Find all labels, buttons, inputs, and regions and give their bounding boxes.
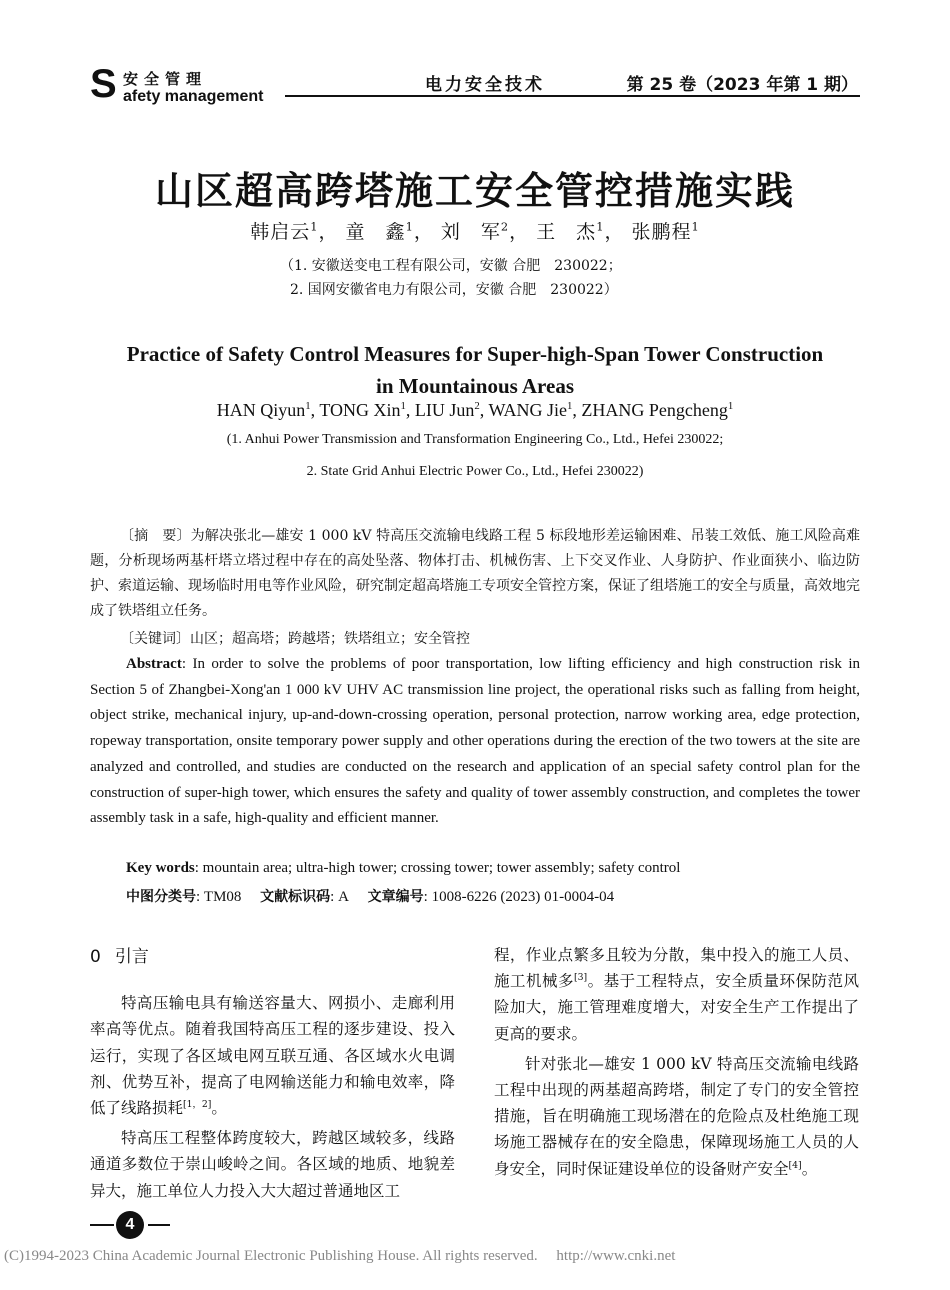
abstract-en <box>90 652 860 832</box>
paragraph-text: 特高压输电具有输送容量大、网损小、走廊利用率高等优点。随着我国特高压工程的逐步建设、投入运行，实现了各区域电网互联互通、各区域水火电调剂、优势互补，提高了电网输送能力和输电效率，降低了线路损耗 <box>90 994 455 1118</box>
abstract-cn <box>90 524 860 624</box>
citation[interactable]: [4] <box>788 1159 802 1171</box>
paragraph-tail: 。基于工程特点，安全质量环保防范风险加大，施工管理难度增大，对安全生产工作提出了更高的要求。 <box>494 972 859 1043</box>
authors-en: HAN Qiyun$^1$, TONG Xin$^1$, LIU Jun$^2$, WANG Jie$^1$, ZHANG Pengcheng$^1$ <box>216 400 734 420</box>
author-aff: 1 <box>305 400 311 412</box>
author-name: 张鹏程 <box>631 221 692 243</box>
page-number-rule-right <box>148 1224 170 1226</box>
article-title-cn: 山区超高跨塔施工安全管控措施实践 <box>154 169 795 213</box>
paragraph-tail: 。 <box>801 1159 818 1178</box>
page-number: 4 <box>116 1211 144 1239</box>
author-aff: 1 <box>596 219 605 234</box>
doc-code-label: 文献标识码 <box>260 889 331 905</box>
keywords-en <box>126 860 680 877</box>
paragraph <box>494 942 859 1047</box>
author-name: 王 杰 <box>536 221 597 243</box>
citation[interactable]: [3] <box>573 972 588 984</box>
section-number: 0 <box>90 947 101 967</box>
author-aff: 1 <box>727 400 734 412</box>
title-en-line-1: Practice of Safety Control Measures for Super-high-Span Tower Construction <box>126 342 824 366</box>
section-title: 引言 <box>114 947 149 967</box>
header-rule <box>285 95 860 97</box>
paragraph-text: 程，作业点繁多且较为分散，集中投入的施工人员、施工机械多 <box>494 946 859 991</box>
author-aff: 2 <box>474 400 480 412</box>
logo-letter: S <box>90 62 117 106</box>
author-aff: 1 <box>405 219 414 234</box>
author-name: 韩启云 <box>250 221 311 243</box>
abstract-cn-text: 为解决张北—雄安 1 000 kV 特高压交流输电线路工程 5 标段地形差运输困难、吊装工效低、施工风险高难题，分析现场两基杆塔立塔过程中存在的高处坠落、物体打击、机械伤害、上下交叉作业、人身防护、作业面狭小、临边防护、索道运输、现场临时用电等作业风险，研究制定超高塔施工专项安全管控方案，保证了组塔施工的安全与质量，高效地完成了铁塔组立任务。 <box>90 528 860 619</box>
issue-info: 第 25 卷（2023 年第 1 期） <box>626 75 858 95</box>
affiliation-en-2: 2. State Grid Anhui Electric Power Co., Ltd., Hefei 230022) <box>306 464 644 479</box>
author-aff: 1 <box>566 400 573 412</box>
author-name: 刘 军 <box>440 221 501 243</box>
keywords-cn <box>120 628 470 648</box>
copyright-notice: (C)1994-2023 China Academic Journal Electronic Publishing House. All rights reserved. http://www.cnki.net <box>4 1248 676 1264</box>
keywords-en-text: : mountain area; ultra-high tower; crossing tower; tower assembly; safety control <box>194 860 681 876</box>
clc-value: : TM08 <box>196 889 242 905</box>
doc-code-value: : A <box>330 889 349 905</box>
paragraph-text: 针对张北—雄安 1 000 kV 特高压交流输电线路工程中出现的两基超高跨塔，制定了专门的安全管控措施，旨在明确施工现场潜在的危险点及杜绝施工现场施工器械存在的安全隐患，保障现场施工人员的人身安全，同时保证建设单位的设备财产安全 <box>494 1054 859 1178</box>
author-name: 童 鑫 <box>345 221 406 243</box>
keywords-en-label: Key words <box>126 860 195 876</box>
author-name-en: ZHANG Pengcheng <box>581 400 728 420</box>
paragraph-tail: 。 <box>211 1099 227 1118</box>
logo-en-text: afety management <box>123 88 264 105</box>
author-aff: 1 <box>691 219 700 234</box>
author-name-en: LIU Jun <box>414 400 475 420</box>
section-heading <box>90 944 455 970</box>
citation[interactable]: [1，2] <box>183 1098 212 1110</box>
affiliation-cn-2: 2. 国网安徽省电力有限公司，安徽 合肥 230022） <box>290 282 618 298</box>
body-column-right <box>494 942 859 1186</box>
journal-name: 电力安全技术 <box>425 75 545 95</box>
classification-line <box>126 886 614 906</box>
article-no-value: : 1008-6226 (2023) 01-0004-04 <box>423 889 615 905</box>
abstract-en-label: Abstract <box>126 656 182 672</box>
article-title-en <box>0 338 950 402</box>
keywords-cn-label: 〔关键词〕 <box>120 631 190 647</box>
paragraph <box>90 1125 455 1204</box>
author-name-en: WANG Jie <box>488 400 567 420</box>
author-aff: 1 <box>400 400 406 412</box>
abstract-cn-label: 〔摘 要〕 <box>120 528 191 544</box>
body-column-left <box>90 944 455 1208</box>
keywords-cn-text: 山区；超高塔；跨越塔；铁塔组立；安全管控 <box>190 631 470 647</box>
abstract-en-text: : In order to solve the problems of poor transportation, low lifting efficiency and high construction risk in Section 5 of Zhangbei-Xong'an 1 000 kV UHV AC transmission line project, the operational risks such as falling from height, object strike, mechanical injury, up-and-down-crossing operation, personal protection, narrow working area, edge protection, ropeway transportation, onsite temporary power supply and other operations during the erection of the two towers at the site are analyzed and controlled, and studies are conducted on the research and application of an special safety control plan for the construction of super-high tower, which ensures the safety and quality of tower assembly construction, and completes the tower assembly task in a safe, high-quality and efficient manner. <box>90 656 860 827</box>
authors-cn: 韩启云$^1$， 童 鑫$^1$， 刘 军$^2$， 王 杰$^1$， 张鹏程$^1$ <box>250 219 700 243</box>
paragraph <box>494 1051 859 1182</box>
author-name-en: TONG Xin <box>319 400 401 420</box>
article-no-label: 文章编号 <box>367 889 424 905</box>
clc-label: 中图分类号 <box>126 889 196 905</box>
page-number-rule-left <box>90 1224 114 1226</box>
author-aff: 1 <box>310 219 319 234</box>
affiliation-cn-1: （1. 安徽送变电工程有限公司，安徽 合肥 230022； <box>280 258 622 274</box>
paragraph <box>90 990 455 1121</box>
title-en-line-2: in Mountainous Areas <box>376 374 574 398</box>
author-name-en: HAN Qiyun <box>216 400 306 420</box>
affiliation-en-1: (1. Anhui Power Transmission and Transformation Engineering Co., Ltd., Hefei 230022; <box>226 432 724 447</box>
author-aff: 2 <box>500 219 510 234</box>
logo-cn-text: 安全管理 <box>123 70 208 88</box>
paragraph-text: 特高压工程整体跨度较大，跨越区域较多，线路通道多数位于崇山峻岭之间。各区域的地质、地貌差异大，施工单位人力投入大大超过普通地区工 <box>90 1129 455 1200</box>
